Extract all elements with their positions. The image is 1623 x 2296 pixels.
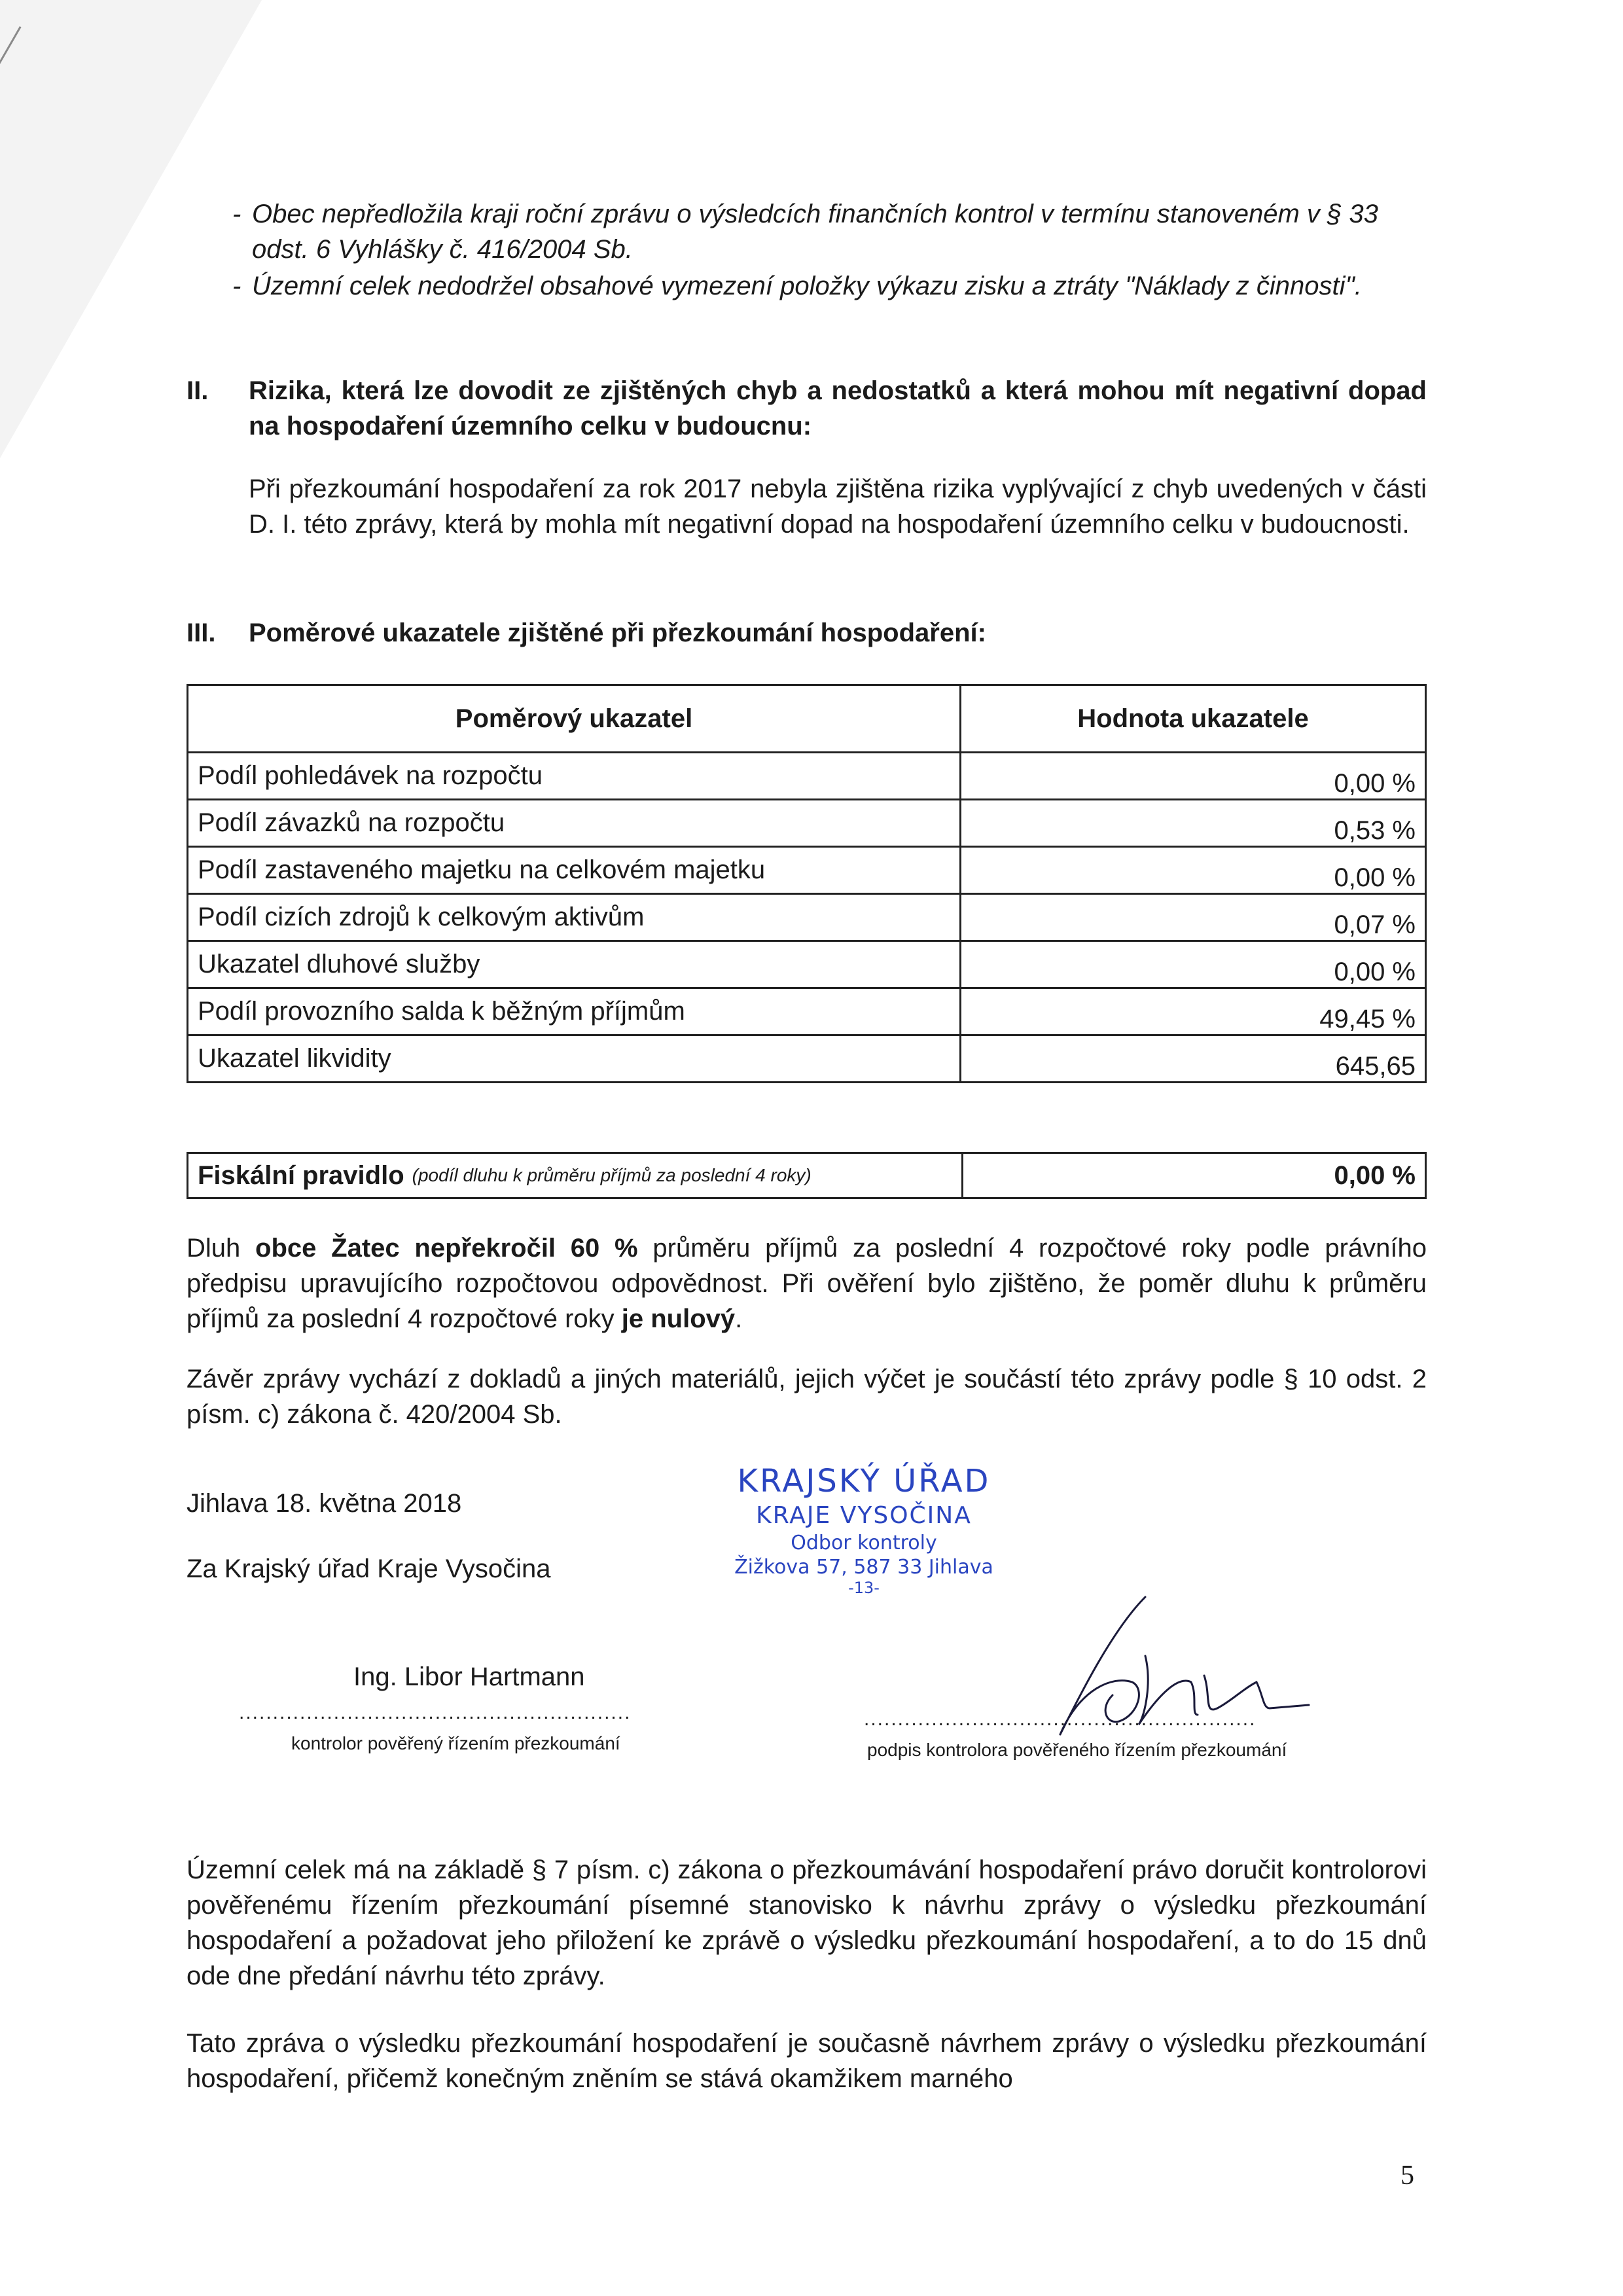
ratio-value: 645,65 (961, 1035, 1426, 1083)
text-run: průměru příjmů za poslední 4 rozpočtové roky podle právního předpisu upravujícího rozpočtovou odpovědnost. Při ověření bylo zjištěno, že poměr dluhu k průměru příjmů za poslední 4 rozpočtové roky (187, 1234, 1427, 1333)
fiscal-rule-value: 0,00 % (1334, 1160, 1416, 1190)
text-run-bold: je nulový (621, 1304, 736, 1333)
office-stamp (694, 1463, 1034, 1597)
fiscal-rule-box (187, 1152, 1427, 1199)
stamp-line: KRAJE VYSOČINA (756, 1502, 972, 1529)
stamp-line: Odbor kontroly (791, 1532, 937, 1554)
section-title: Poměrové ukazatele zjištěné při přezkoumání hospodaření: (249, 619, 986, 647)
ratio-name: Podíl pohledávek na rozpočtu (188, 753, 961, 800)
ratio-value: 0,00 % (961, 941, 1426, 988)
caption-right: podpis kontrolora pověřeného řízením přezkoumání (867, 1740, 1287, 1760)
section-number: II. (187, 376, 209, 405)
text-run: . (735, 1304, 743, 1333)
signature-line-right: .......................................................... (864, 1708, 1257, 1730)
page-number: 5 (1400, 2161, 1414, 2191)
ratio-name: Ukazatel dluhové služby (188, 941, 961, 988)
ratio-name: Podíl zastaveného majetku na celkovém majetku (188, 847, 961, 894)
place-date: Jihlava 18. května 2018 (187, 1489, 462, 1518)
column-header: Poměrový ukazatel (188, 685, 961, 753)
ratio-value: 0,07 % (961, 894, 1426, 941)
table-row (188, 894, 1426, 941)
ratio-value: 0,53 % (961, 800, 1426, 847)
ratio-name: Podíl cizích zdrojů k celkovým aktivům (188, 894, 961, 941)
table-row (188, 800, 1426, 847)
stamp-line: KRAJSKÝ ÚŘAD (737, 1463, 991, 1499)
signature-line-left: .......................................................... (239, 1702, 632, 1723)
fiscal-rule-subtitle: (podíl dluhu k průměru příjmů za poslední 4 roky) (412, 1165, 812, 1185)
section-number: III. (187, 619, 216, 647)
controller-name: Ing. Libor Hartmann (353, 1662, 585, 1691)
ratio-name: Ukazatel likvidity (188, 1035, 961, 1083)
final-paragraph: Tato zpráva o výsledku přezkoumání hospodaření je současně návrhem zprávy o výsledku přezkoumání hospodaření, přičemž konečným zněním se stává okamžikem marného (187, 2029, 1427, 2093)
stamp-line: Žižkova 57, 587 33 Jihlava (734, 1556, 993, 1579)
folded-corner (0, 0, 262, 458)
ratio-value: 49,45 % (961, 988, 1426, 1035)
bullet-item: - Obec nepředložila kraji roční zprávu o výsledcích finančních kontrol v termínu stanoveném v § 33 odst. 6 Vyhlášky č. 416/2004 Sb. (232, 200, 1378, 264)
table-row (188, 941, 1426, 988)
conclusion-paragraph: Závěr zprávy vychází z dokladů a jiných materiálů, jejich výčet je součástí této zprávy podle § 10 odst. 2 písm. c) zákona č. 420/2004 Sb. (187, 1365, 1427, 1429)
ratio-name: Podíl provozního salda k běžným příjmům (188, 988, 961, 1035)
column-header: Hodnota ukazatele (961, 685, 1426, 753)
office-line: Za Krajský úřad Kraje Vysočina (187, 1554, 551, 1583)
text-run-bold: obce Žatec nepřekročil 60 % (255, 1234, 638, 1263)
stamp-line: -13- (848, 1579, 880, 1597)
rights-paragraph: Územní celek má na základě § 7 písm. c) zákona o přezkoumávání hospodaření právo doručit kontrolorovi pověřenému řízením přezkoumání písemné stanovisko k návrhu zprávy o výsledku přezkoumání hospodaření a požadovat jeho přiložení ke zprávě o výsledku přezkoumání hospodaření, a to do 15 dnů ode dne předání návrhu této zprávy. (187, 1856, 1427, 1990)
section-text: Při přezkoumání hospodaření za rok 2017 nebyla zjištěna rizika vyplývající z chyb uvedených v části D. I. této zprávy, která by mohla mít negativní dopad na hospodaření územního celku v budoucnosti. (249, 475, 1427, 539)
fiscal-rule-title: Fiskální pravidlo (198, 1160, 404, 1190)
bullet-item: - Územní celek nedodržel obsahové vymezení položky výkazu zisku a ztráty "Náklady z činnosti". (232, 272, 1362, 300)
table-row (188, 753, 1426, 800)
section-title: Rizika, která lze dovodit ze zjištěných chyb a nedostatků a která mohou mít negativní dopad na hospodaření územního celku v budoucnu: (249, 376, 1427, 440)
bullet-text: Územní celek nedodržel obsahové vymezení položky výkazu zisku a ztráty "Náklady z činnosti". (252, 272, 1362, 300)
ratio-name: Podíl závazků na rozpočtu (188, 800, 961, 847)
bullet-text: Obec nepředložila kraji roční zprávu o výsledcích finančních kontrol v termínu stanoveném v § 33 odst. 6 Vyhlášky č. 416/2004 Sb. (252, 200, 1378, 264)
fiscal-rule-label (188, 1154, 963, 1197)
table-row (188, 1035, 1426, 1083)
table-row (188, 847, 1426, 894)
ratio-value: 0,00 % (961, 753, 1426, 800)
text-run: Dluh (187, 1234, 256, 1263)
debt-paragraph (187, 1230, 1427, 1336)
table-row (188, 988, 1426, 1035)
ratio-value: 0,00 % (961, 847, 1426, 894)
ratio-table (187, 684, 1427, 1083)
table-header-row (188, 685, 1426, 753)
caption-left: kontrolor pověřený řízením přezkoumání (291, 1733, 620, 1753)
